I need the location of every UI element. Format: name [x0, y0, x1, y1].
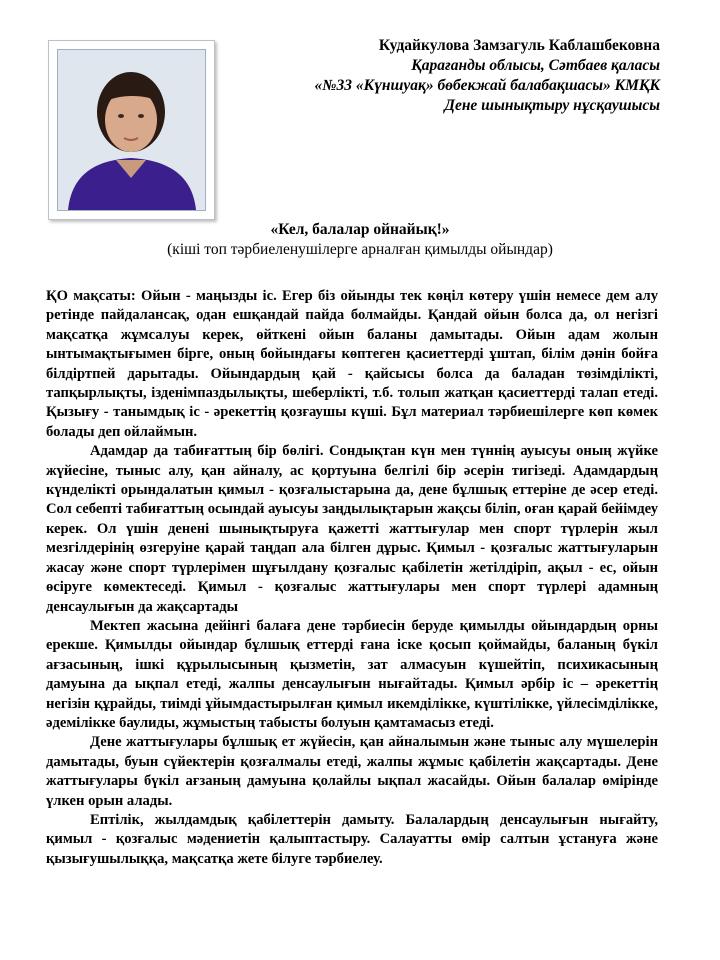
author-portrait-image: [58, 50, 205, 210]
author-name: Кудайкулова Замзагуль Каблашбековна: [378, 37, 660, 54]
paragraph-goal: [46, 287, 658, 442]
author-photo: [57, 49, 206, 211]
goal-label: ҚО мақсаты:: [46, 288, 136, 304]
goal-text: Ойын - маңызды іс. Егер біз ойынды тек көңіл көтеру үшін немесе дем алу ретінде пайдалансақ, одан ешқандай пайда болмайды. Қандай ойын болса да, ол негізгі мақсатқа жұмсалуы керек, өйткені ойын баланы дамытады. Ойын адам жолын ынтымақтығымен бірге, оның бойындағы көптеген қасиеттерді ұштап, білім дәнін бойға білдіртпей дарытады. Ойындардың қай - қайсысы болса да баладан төзімділікті, тапқырлықты, ізденімпаздылықты, шеберлікті, т.б. толып жатқан қасиеттерді талап етеді. Қызығу - танымдық іс - әрекеттің қозғаушы күші. Бұл материал тәрбиешілерге көп көмек болады деп ойлаймын.: [46, 288, 658, 440]
document-title: «Кел, балалар ойнайық!»: [270, 221, 450, 238]
author-institution: «№33 «Күншуақ» бөбекжай балабақшасы» КМҚК: [314, 77, 660, 94]
document-title-block: [40, 220, 680, 260]
document-subtitle: (кіші топ тәрбиеленушілерге арналған қимылды ойындар): [167, 241, 553, 258]
author-position: Дене шынықтыру нұсқаушысы: [444, 97, 660, 114]
document-body: [46, 287, 658, 869]
author-region: Қарағанды облысы, Сәтбаев қаласы: [411, 57, 660, 74]
author-info: [240, 36, 660, 116]
paragraph-2: Адамдар да табиғаттың бір бөлігі. Сондықтан күн мен түннің ауысуы оның жүйке жүйесіне, тыныс алу, қан айналу, ас қортуына белгілі бір әсерін тигізеді. Адамдардың күнделікті орындалатын қимыл - қозғалыстарына да, дене бұлшық еттеріне де әсер етеді. Сол себепті табиғаттың осындай ауысуы заңдылықтарын жақсы біліп, оған қарай бейімдеу керек. Ол үшін денені шынықтыруға қажетті жаттығулар мен спорт түрлерін жыл мезгілдерінің өзгеруіне қарай таңдап ала білген дұрыс. Қимыл - қозғалыс жаттығуларын жасау және спорт түрлерімен шұғылдану қозғалыс қабілетін жетілдіріп, ақыл - ес, ойын өсіруге көмектеседі. Қимыл - қозғалыс жаттығулары мен спорт түрлері адамның денсаулығын да жақсартады: [46, 443, 658, 615]
paragraph-4: Дене жаттығулары бұлшық ет жүйесін, қан айналымын және тыныс алу мүшелерін дамытады, буын сүйектерін қозғалмалы етеді, жалпы жұмыс қабілетін жақсартады. Дене жаттығулары бүкіл ағзаның дамуына қолайлы ықпал жасайды. Ойын балалар өмірінде үлкен орын алады.: [46, 734, 658, 809]
paragraph-5: Ептілік, жылдамдық қабілеттерін дамыту. Балалардың денсаулығын нығайту, қимыл - қозғалыс мәдениетін қалыптастыру. Салауатты өмір салтын ұстануға және қызығушылыққа, мақсатқа жете білуге тәрбиелеу.: [46, 811, 658, 867]
author-photo-frame: [48, 40, 215, 220]
paragraph-3: Мектеп жасына дейінгі балаға дене тәрбиесін беруде қимылды ойындардың орны ерекше. Қимылды ойындар бұлшық еттерді ғана іске қосып қоймайды, баланың бүкіл ағзасының, ішкі құрылысының қызметін, зат алмасуын күшейтіп, психикасының дамуына да ықпал етеді, жалпы денсаулығын нығайтады. Қимыл әрбір іс – әрекеттің негізін құрайды, тиімді ұйымдастырылған қимыл икемділікке, күштілікке, үйлесімділікке, әдемілікке баулиды, жұмыстың табысты болуын қамтамасыз етеді.: [46, 617, 658, 731]
